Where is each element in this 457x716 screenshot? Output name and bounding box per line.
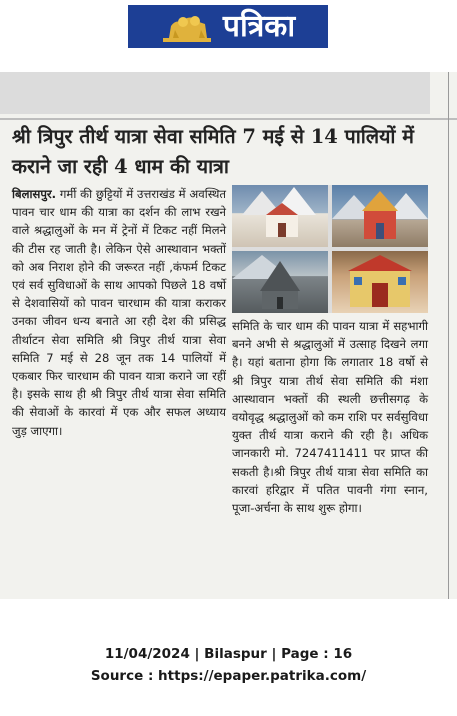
divider: [0, 118, 457, 120]
temple-photo-icon: [332, 251, 428, 313]
article-column-right: समिति के चार धाम की पावन यात्रा में सहभागी बनने अभी से श्रद्धालुओं में उत्साह दिखने लगा है। यहां बताना होगा कि लगातार 18 वर्षो से श्री त्रिपुर यात्रा तीर्थ सेवा समिति की मंशा आस्थावान भक्तों की स्थली छत्तीसगढ़ के वयोवृद्ध श्रद्धालुओं को कम राशि पर सर्वसुविधा युक्त तीर्थ यात्रा कराने की रही है। अधिक जानकारी मो. 7247411411 पर प्राप्त की सकती है।श्री त्रिपुर तीर्थ यात्रा सेवा समिति का कारवां हरिद्वार में पतित पावनी गंगा स्नान, पूजा-अर्चना के साथ शुरू होगा।: [232, 319, 428, 516]
temple-photo-icon: [332, 185, 428, 247]
clipping-edge: [448, 72, 449, 599]
article-headline: श्री त्रिपुर तीर्थ यात्रा सेवा समिति 7 मई से 14 पालियों में कराने जा रही 4 धाम की यात्रा: [12, 125, 414, 178]
masthead: [128, 5, 328, 48]
news-clipping: [0, 72, 457, 599]
footer-source: Source : https://epaper.patrika.com/: [90, 668, 367, 684]
dateline: बिलासपुर.: [12, 187, 57, 201]
left-column-text: गर्मी की छुट्टियों में उत्तराखंड में अवस्थित पावन चार धाम की यात्रा का दर्शन की लाभ रखने वाले श्रद्धालुओं के मन में ट्रेनों में टिकट नहीं मिलने की टीस रह जाती है। लेकिन ऐसे आस्थावान भक्तों को अब निराश होने की जरूरत नहीं ,कंफर्म टिकट एवं सर्व सुविधाओं के साथ आपको पिछले 18 वर्षो से देशवासियों को पावन चारधाम की यात्रा कराकर उनका जीवन धन्य बनाते आ रही देश की प्रसिद्ध तीर्थाटन सेवा समिति श्री त्रिपुर तीर्थ यात्रा सेवा समिति 7 मई से 28 जून तक 14 पालियों में एकबार फिर चारधाम की पावन यात्रा कराने जा रहीं है। इसके साथ ही श्री त्रिपुर तीर्थ यात्रा सेवा समिति की सेवाओं के कारवां में एक और सफल अध्याय जुड़ जाएगा।: [12, 187, 226, 438]
article-column-left: [12, 185, 226, 440]
lion-emblem-icon: [161, 10, 213, 44]
temple-photo-icon: [232, 251, 328, 313]
footer-date-edition: 11/04/2024 | Bilaspur | Page : 16: [104, 646, 353, 662]
brand-name: पत्रिका: [222, 8, 296, 44]
temple-photo-collage: [232, 185, 428, 313]
temple-photo-icon: [232, 185, 328, 247]
clipping-header-band: [0, 72, 430, 114]
